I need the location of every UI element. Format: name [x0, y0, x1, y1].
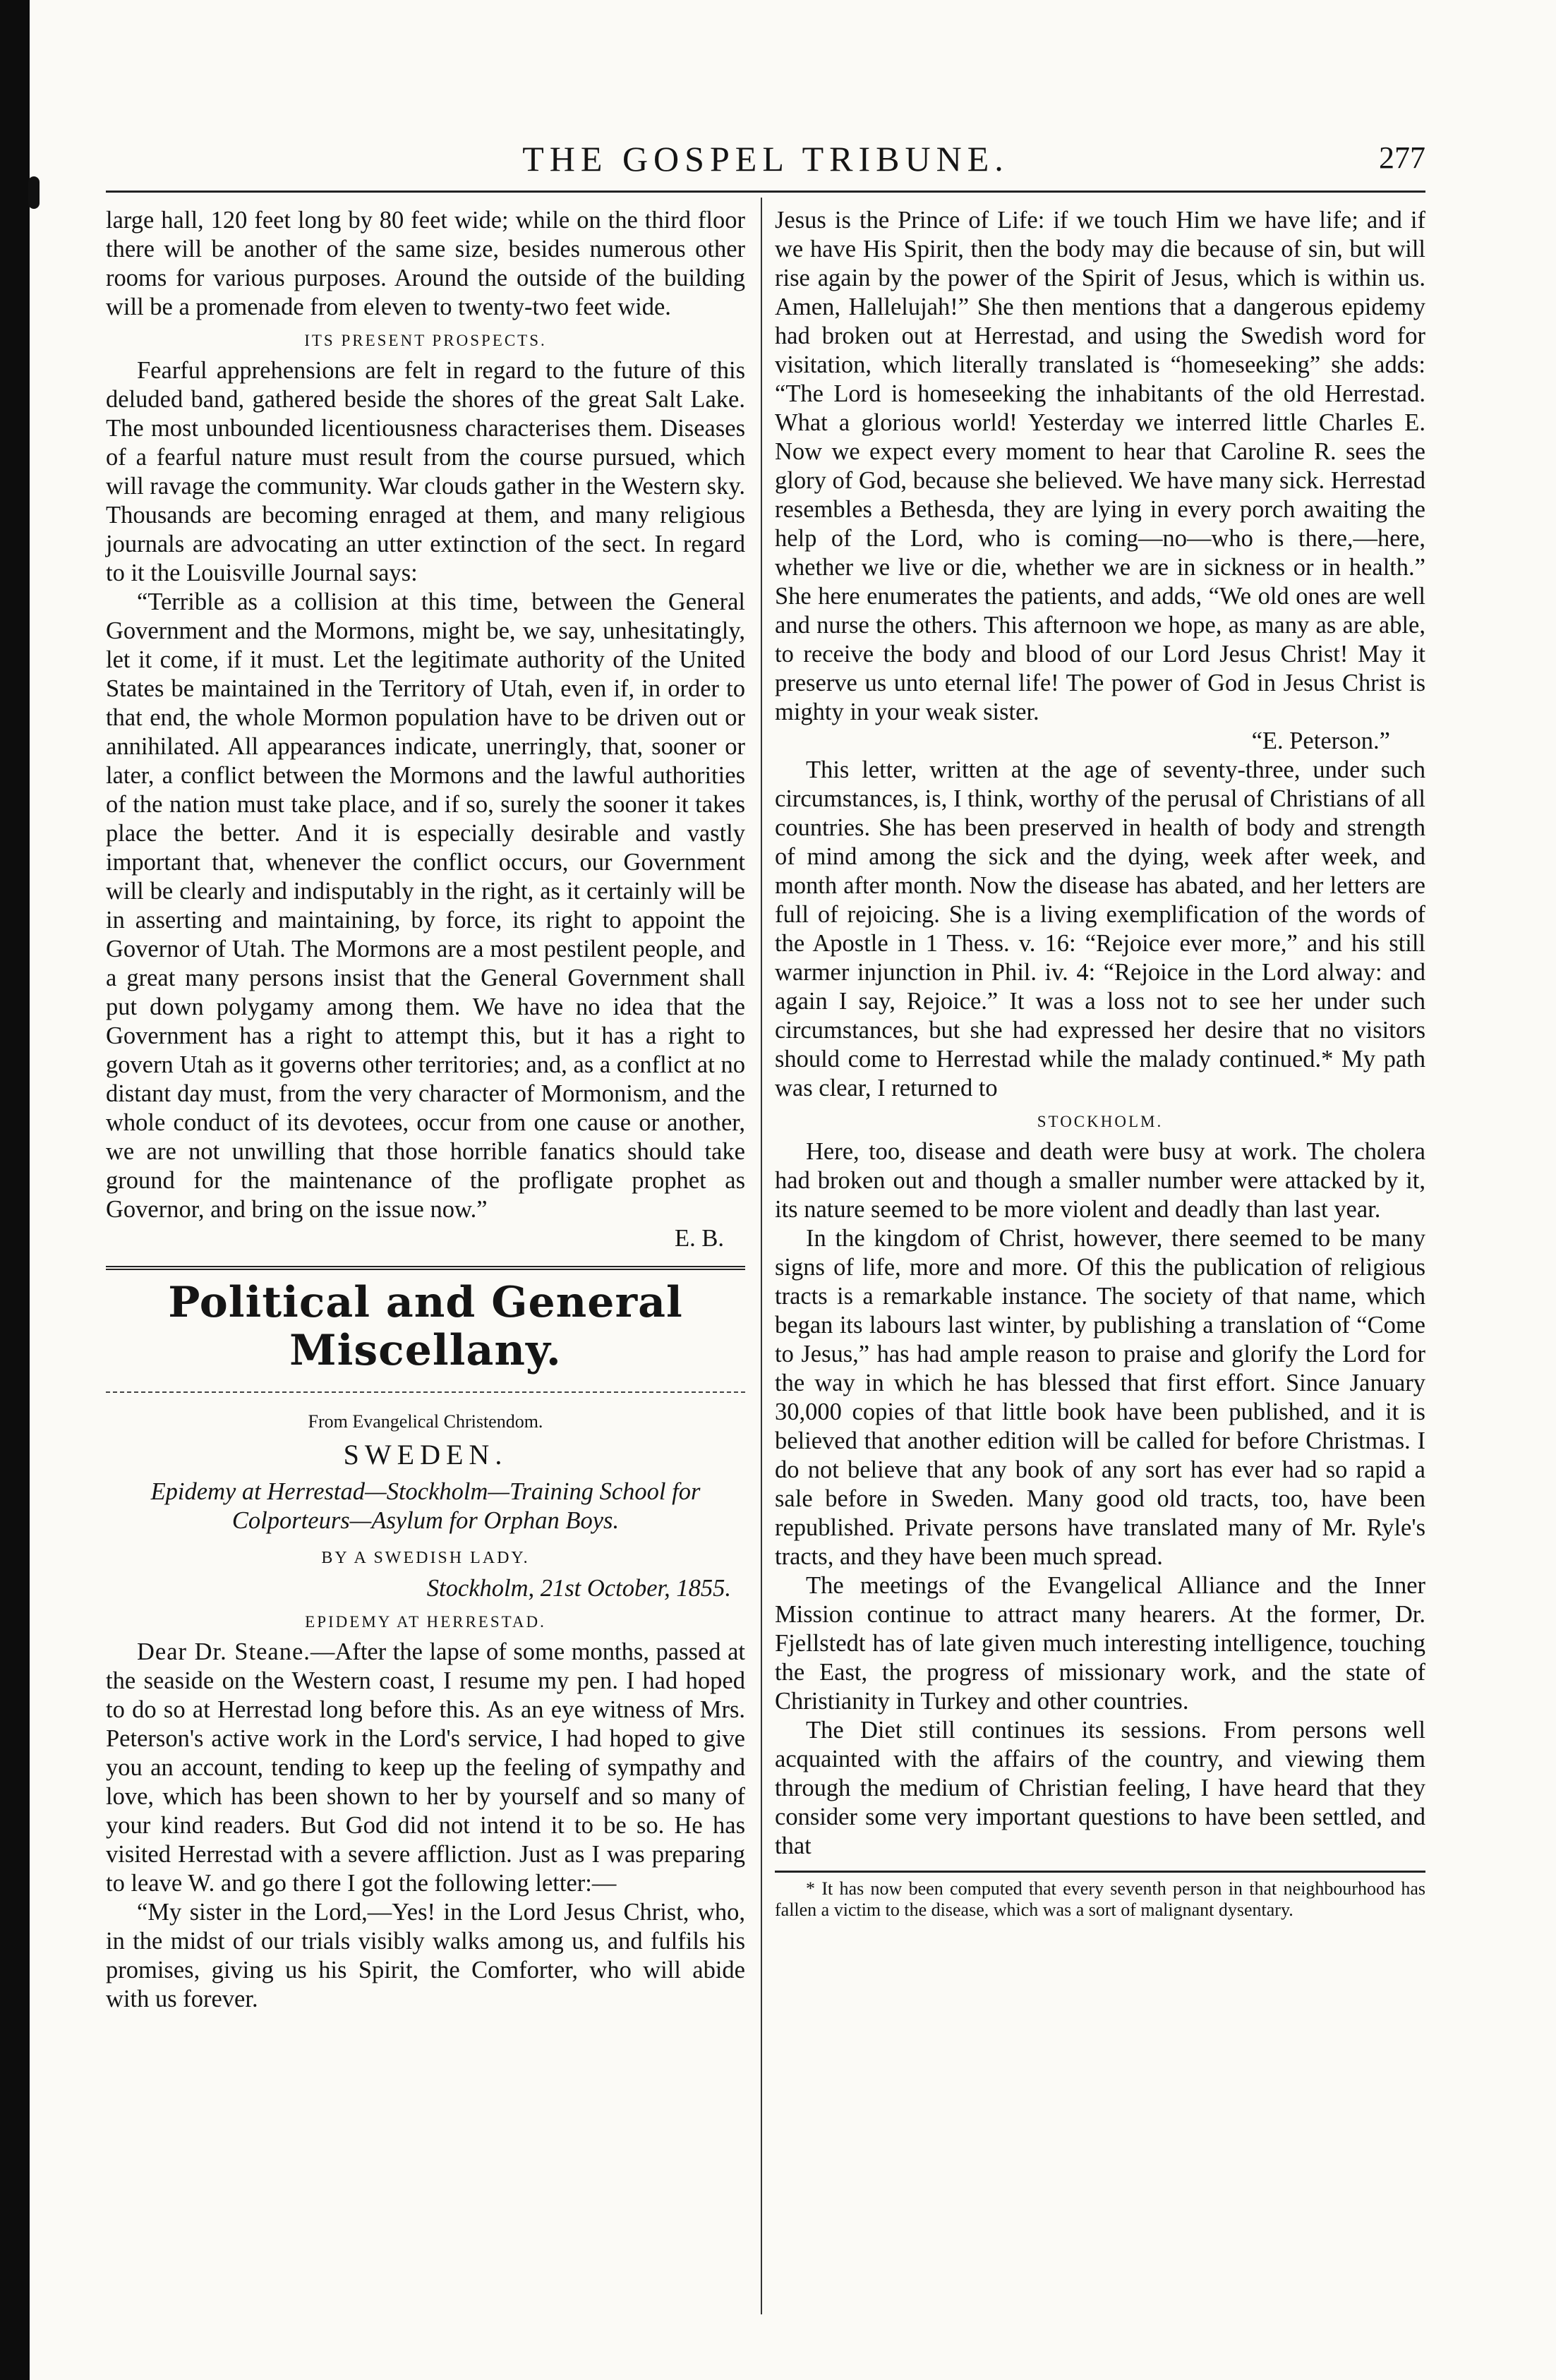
paragraph: The Diet still continues its sessions. From persons well acquainted with the affairs of the country, and viewing them through the medium of Christian feeling, I have heard that they consider some very important questions to have been settled, and that [775, 1717, 1425, 1859]
letter-paragraph [106, 1638, 745, 1898]
footnote-rule [775, 1871, 1425, 1873]
article-subtitle: Epidemy at Herrestad—Stockholm—Training School for Colporteurs—Asylum for Orphan Boys. [150, 1478, 701, 1534]
paragraph: large hall, 120 feet long by 80 feet wide; while on the third floor there will be another of the same size, besides numerous other rooms for various purposes. Around the outside of the building will be a promenade from eleven to twenty-two feet wide. [106, 207, 745, 320]
paragraph: In the kingdom of Christ, however, there seemed to be many signs of life, more and more. Of this the publication of religious tracts is a remarkable instance. The society of that name, which began its labours last winter, by publishing a translation of “Come to Jesus,” has had ample reason to praise and glorify the Lord for the way in which he has blessed that first effort. Since January 30,000 copies of that little book have been published, and it is believed that another edition will be called for before Christmas. I do not believe that any book of any sort has ever had so rapid a sale before in Sweden. Many good old tracts, too, have been republished. Private persons have translated many of Mr. Ryle's tracts, and they have been much spread. [775, 1225, 1425, 1570]
scan-binding-mark [28, 176, 40, 209]
column-divider [761, 198, 762, 2314]
scan-edge-shadow [0, 0, 30, 2380]
paragraph: This letter, written at the age of seventy-three, under such circumstances, is, I think, worthy of the perusal of Christians of all countries. She has been preserved in health of body and strength of mind among the sick and the dying, week after week, and month after month. Now the disease has abated, and her letters are full of rejoicing. She is a living exemplification of the words of the Apostle in 1 Thess. v. 16: “Rejoice ever more,” and his still warmer injunction in Phil. iv. 4: “Rejoice in the Lord alway: and again I say, Rejoice.” It was a loss not to see her under such circumstances, but she had expressed her desire that no visitors should come to Herrestad while the malady continued.* My path was clear, I returned to [775, 756, 1425, 1101]
ornamental-rule [106, 1384, 745, 1393]
section-divider [106, 1266, 745, 1270]
dateline: Stockholm, 21st October, 1855. [426, 1575, 731, 1602]
letter-body: —After the lapse of some months, passed at the seaside on the Western coast, I resume my pen. I had hoped to do so at Herrestad long before this. As an eye witness of Mrs. Peterson's active work in the Lord's service, I had hoped to give you an account, tending to keep up the feeling of sympathy and love, which has been shown to her by yourself and so many of your kind readers. But God did not intend it to be so. He has visited Herrestad with a severe affliction. Just as I was preparing to leave W. and go there I got the following letter:— [106, 1638, 745, 1897]
right-column [775, 206, 1425, 1921]
quoted-paragraph: “Terrible as a collision at this time, between the General Government and the Mormons, might be, we say, unhesitatingly, let it come, if it must. Let the legitimate authority of the United States be maintained in the Territory of Utah, even if, in order to that end, the whole Mormon population have to be driven out or annihilated. All appearances indicate, unerringly, that, sooner or later, a conflict between the Mormons and the lawful authorities of the nation must take place, and if so, surely the sooner it takes place the better. And it is especially desirable and vastly important that, whenever the conflict occurs, our Government will be clearly and indisputably in the right, as it certainly will be in asserting and maintaining, by force, its right to appoint the Governor of Utah. The Mormons are a most pestilent people, and a great many persons insist that the General Government shall put down polygamy among them. We have no idea that the Government has a right to attempt this, but it has a right to govern Utah as it governs other territories; and, as a conflict at no distant day must, from the very character of Mormonism, and the whole conduct of its devotees, occur from one cause or another, we are not unwilling that those horrible fanatics should take ground for the maintenance of the profligate prophet as Governor, and bring on the issue now.” [106, 588, 745, 1223]
section-subhead: STOCKHOLM. [1037, 1113, 1164, 1130]
paragraph: The meetings of the Evangelical Alliance and the Inner Mission continue to attract many hearers. At the former, Dr. Fjellstedt has of late given much interesting intelligence, touching the East, the progress of missionary work, and the state of Christianity in Turkey and other countries. [775, 1572, 1425, 1715]
left-column [106, 206, 745, 2014]
source-attribution: From Evangelical Christendom. [308, 1411, 543, 1432]
paragraph: Here, too, disease and death were busy at work. The cholera had broken out and though a smaller number were attacked by it, its nature seemed to be more violent and deadly than last year. [775, 1138, 1425, 1223]
page-header [106, 138, 1425, 188]
page-number: 277 [1379, 140, 1425, 175]
article-title: SWEDEN. [343, 1439, 508, 1470]
section-subhead: EPIDEMY AT HERRESTAD. [305, 1613, 546, 1631]
footnote: * It has now been computed that every seventh person in that neighbourhood has fallen a victim to the disease, which was a sort of malignant dysentary. [775, 1878, 1425, 1920]
paragraph: Fearful apprehensions are felt in regard to the future of this deluded band, gathered beside the shores of the great Salt Lake. The most unbounded licentiousness characterises them. Diseases of a fearful nature must result from the course pursued, which will ravage the community. War clouds gather in the Western sky. Thousands are becoming enraged at them, and many religious journals are advocating an utter extinction of the sect. In regard to it the Louisville Journal says: [106, 357, 745, 586]
section-heading: Political and General Miscellany. [168, 1278, 683, 1375]
author-signoff: E. B. [675, 1225, 724, 1252]
section-subhead: ITS PRESENT PROSPECTS. [304, 332, 547, 349]
paragraph: Jesus is the Prince of Life: if we touch Him we have life; and if we have His Spirit, then the body may die because of sin, but will rise again by the power of the Spirit of Jesus, which is within us. Amen, Hallelujah!” She then mentions that a dangerous epidemy had broken out at Herrestad, and using the Swedish word for visitation, which literally translated is “homeseeking” she adds: “The Lord is homeseeking the inhabitants of the old Herrestad. What a glorious world! Yesterday we interred little Charles E. Now we expect every moment to hear that Caroline R. sees the glory of God, because she believed. We have many sick. Herrestad resembles a Bethesda, they are lying in every porch awaiting the help of the Lord, who is coming—no—who is there,—here, whether we live or die, whether we are in sickness or in health.” She here enumerates the patients, and adds, “We old ones are well and nurse the others. This afternoon we hope, as many as are able, to receive the body and blood of our Lord Jesus Christ! May it preserve us unto eternal life! The power of God in Jesus Christ is mighty in your weak sister. [775, 207, 1425, 725]
running-title: THE GOSPEL TRIBUNE. [522, 139, 1009, 179]
salutation: Dear Dr. Steane. [137, 1638, 310, 1665]
header-rule [106, 191, 1425, 193]
quoted-paragraph: “My sister in the Lord,—Yes! in the Lord Jesus Christ, who, in the midst of our trials visibly walks among us, and fulfils his promises, giving us his Spirit, the Comforter, who will abide with us forever. [106, 1899, 745, 2012]
byline: BY A SWEDISH LADY. [321, 1549, 530, 1567]
letter-signoff: “E. Peterson.” [1251, 727, 1390, 754]
